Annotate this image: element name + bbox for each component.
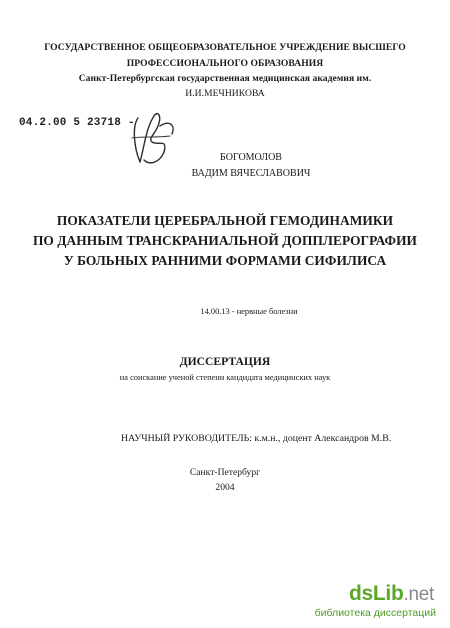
dslib-subtitle: библиотека диссертаций: [314, 607, 436, 619]
year: 2004: [215, 482, 235, 493]
dslib-logo-main: dsLib: [349, 582, 404, 605]
author-surname: БОГОМОЛОВ: [220, 152, 282, 163]
title-line-1: ПОКАЗАТЕЛИ ЦЕРЕБРАЛЬНОЙ ГЕМОДИНАМИКИ: [56, 213, 394, 228]
specialty-code: 14.00.13 - нервные болезни: [200, 307, 298, 316]
author-name: ВАДИМ ВЯЧЕСЛАВОВИЧ: [191, 168, 311, 179]
dslib-logo-suffix: .net: [403, 584, 434, 605]
city: Санкт-Петербург: [189, 467, 261, 478]
dslib-watermark: [314, 582, 436, 622]
degree-line: на соискание ученой степени кандидата медицинских наук: [119, 373, 331, 382]
institution-line-1: ГОСУДАРСТВЕННОЕ ОБЩЕОБРАЗОВАТЕЛЬНОЕ УЧРЕЖДЕНИЕ ВЫСШЕГО: [44, 42, 406, 53]
institution-line-4: И.И.МЕЧНИКОВА: [185, 88, 265, 99]
supervisor-line: НАУЧНЫЙ РУКОВОДИТЕЛЬ: к.м.н., доцент Александров М.В.: [121, 433, 392, 444]
title-line-3: У БОЛЬНЫХ РАННИМИ ФОРМАМИ СИФИЛИСА: [63, 253, 387, 268]
institution-line-3: Санкт-Петербургская государственная медицинская академия им.: [78, 73, 372, 84]
institution-line-2: ПРОФЕССИОНАЛЬНОГО ОБРАЗОВАНИЯ: [126, 58, 324, 69]
title-line-2: ПО ДАННЫМ ТРАНСКРАНИАЛЬНОЙ ДОППЛЕРОГРАФИИ: [32, 233, 418, 248]
document-type: ДИССЕРТАЦИЯ: [179, 355, 271, 368]
catalog-stamp: 04.2.00 5 23718 -: [19, 117, 135, 129]
dslib-logo: [349, 582, 434, 606]
